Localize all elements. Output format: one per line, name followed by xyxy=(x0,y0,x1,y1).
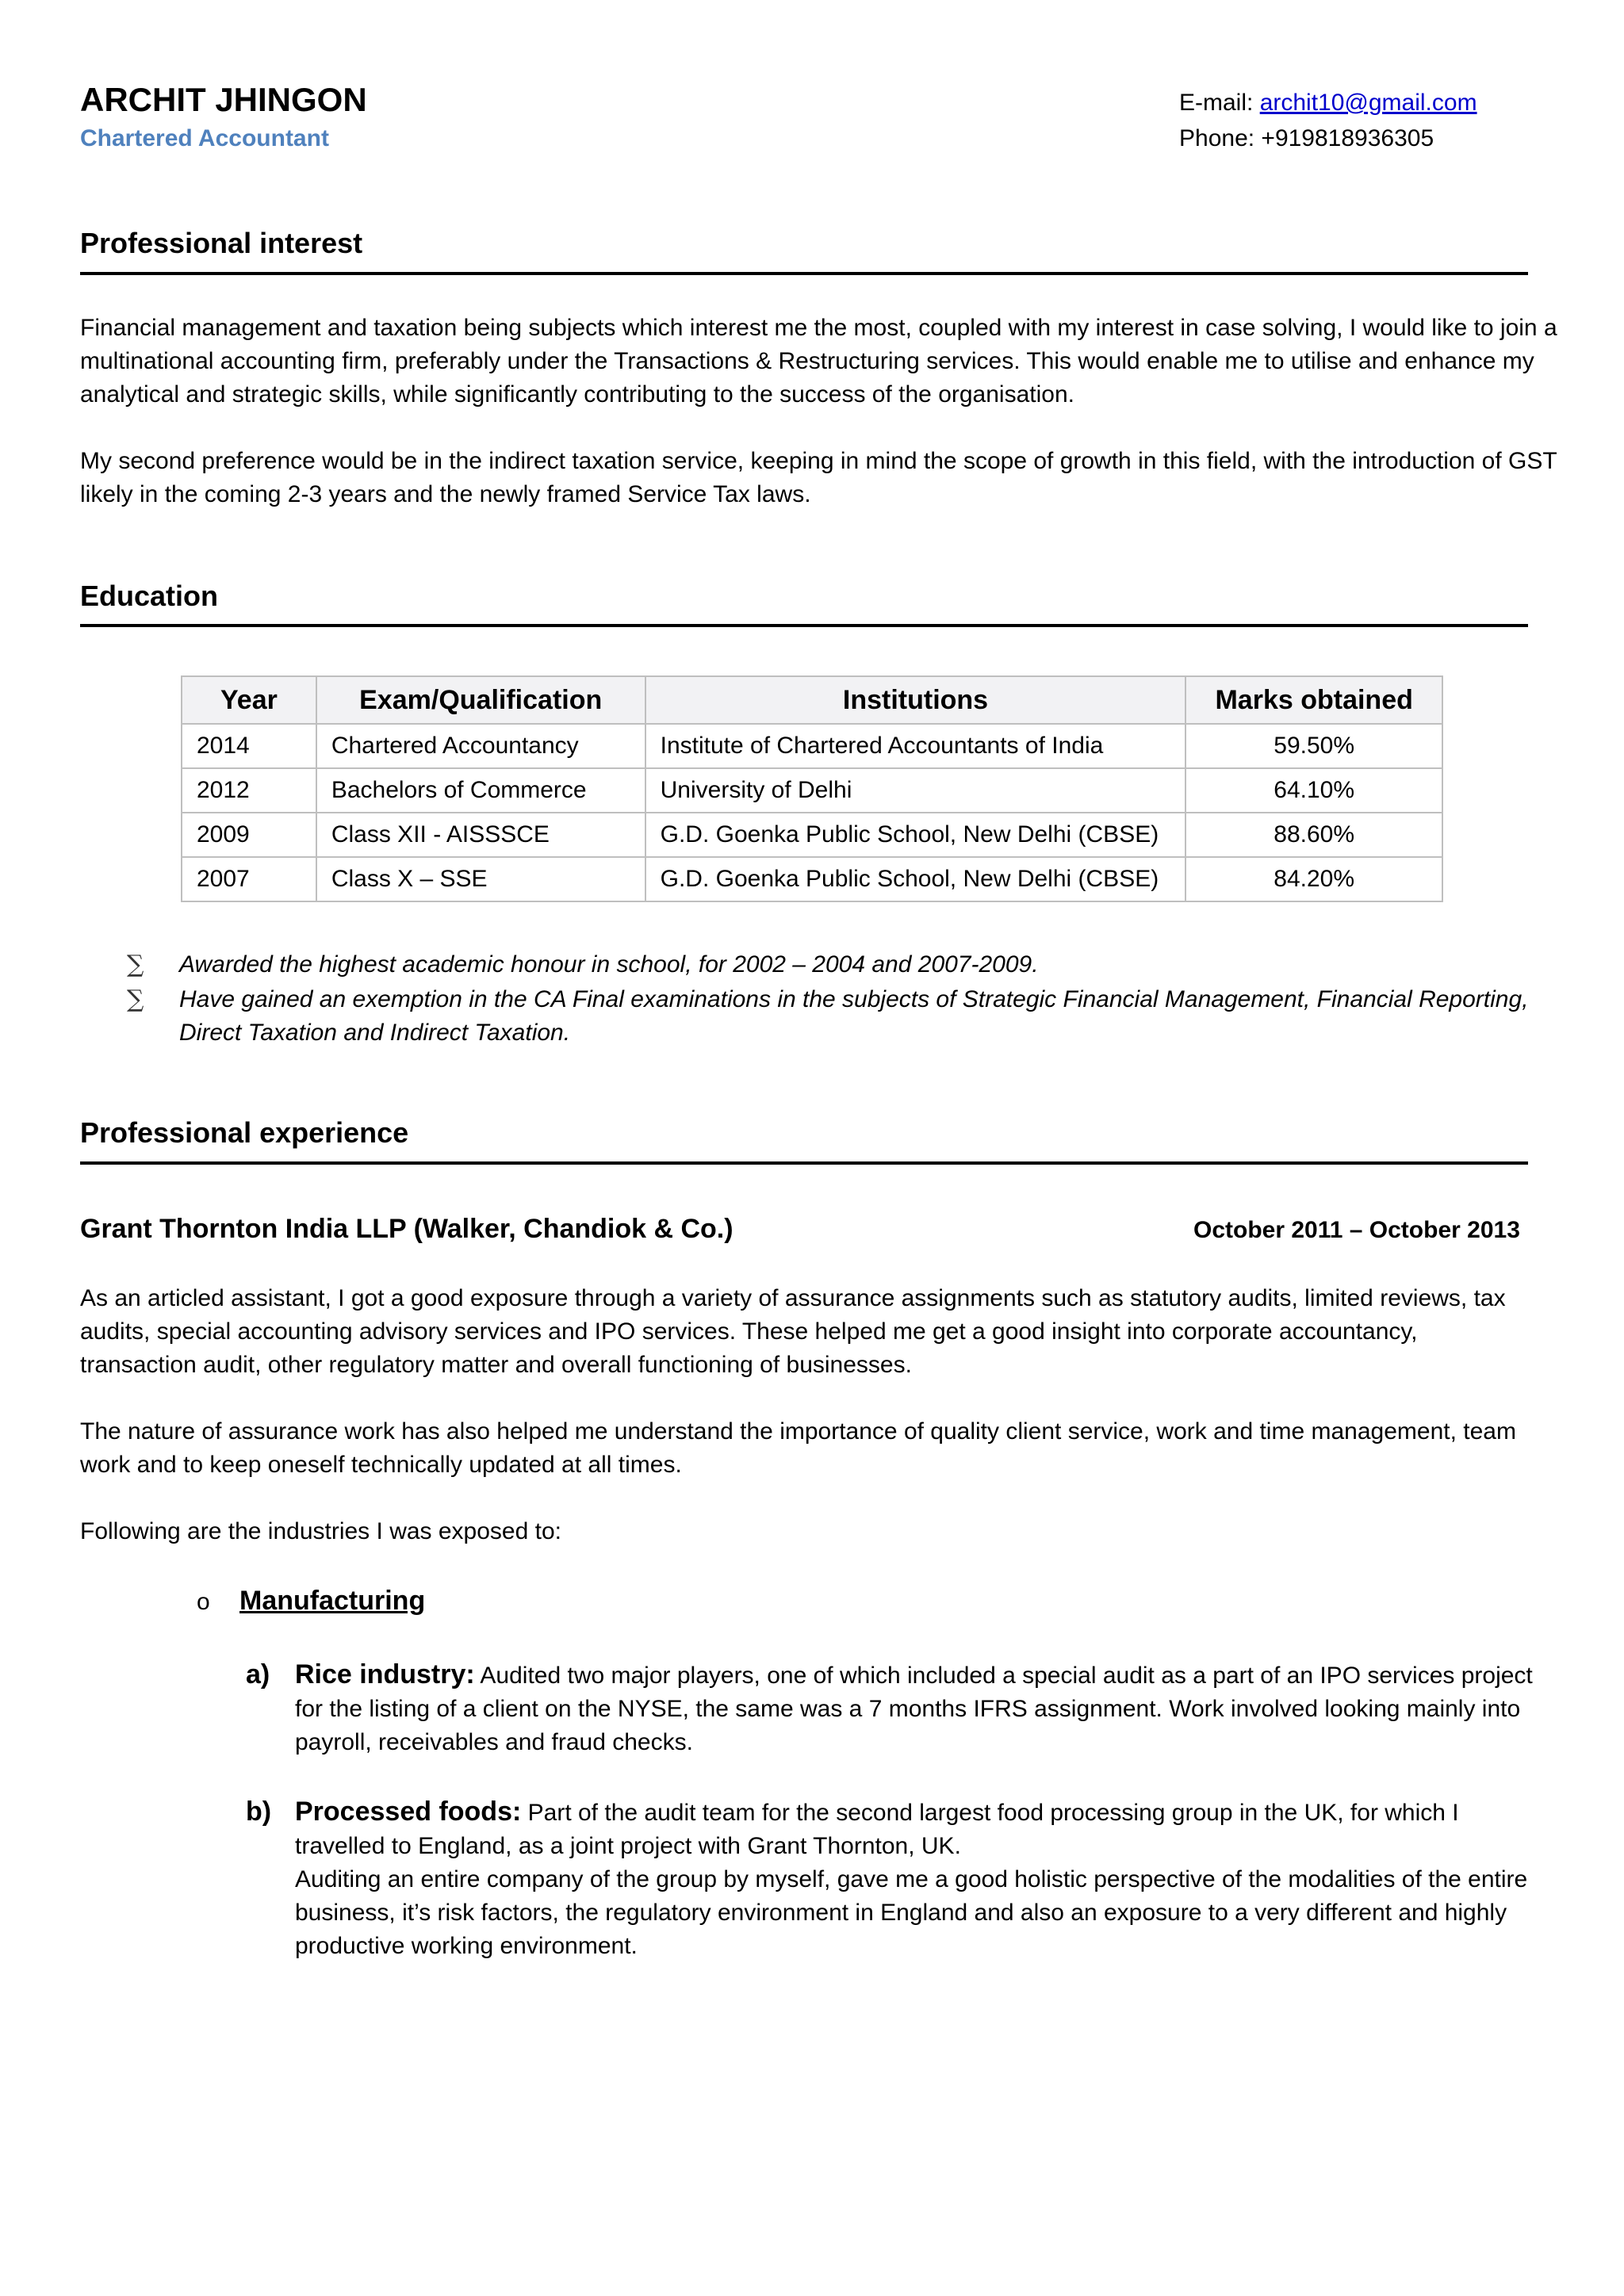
item-heading: Rice industry: xyxy=(295,1659,475,1689)
cell-institution: G.D. Goenka Public School, New Delhi (CBSE) xyxy=(645,813,1186,857)
column-header-institution: Institutions xyxy=(645,676,1186,724)
cell-year: 2012 xyxy=(182,768,316,813)
email-link[interactable]: archit10@gmail.com xyxy=(1259,90,1477,116)
section-divider xyxy=(80,1161,1528,1165)
cell-year: 2007 xyxy=(182,857,316,901)
cell-marks: 59.50% xyxy=(1185,724,1442,768)
cell-qualification: Class X – SSE xyxy=(316,857,645,901)
section-title-education: Education xyxy=(80,580,219,612)
list-item xyxy=(127,983,1538,1050)
industry-label: Manufacturing xyxy=(239,1586,426,1616)
cell-qualification: Chartered Accountancy xyxy=(316,724,645,768)
cell-year: 2009 xyxy=(182,813,316,857)
cell-qualification: Bachelors of Commerce xyxy=(316,768,645,813)
table-row xyxy=(182,724,1442,768)
candidate-name: ARCHIT JHINGON xyxy=(80,81,367,118)
table-header-row xyxy=(182,676,1442,724)
table-row xyxy=(182,857,1442,901)
column-header-qualification: Exam/Qualification xyxy=(316,676,645,724)
achievement-text: Have gained an exemption in the CA Final examinations in the subjects of Strategic Financial Management, Financial Reporting, Direct Taxation and Indirect Taxation. xyxy=(179,986,1529,1046)
cell-institution: University of Delhi xyxy=(645,768,1186,813)
cell-marks: 88.60% xyxy=(1185,813,1442,857)
circle-bullet-icon: o xyxy=(197,1589,210,1615)
phone-line: Phone: +919818936305 xyxy=(1179,125,1434,151)
email-line xyxy=(1179,90,1477,117)
cell-institution: Institute of Chartered Accountants of India xyxy=(645,724,1186,768)
cell-marks: 84.20% xyxy=(1185,857,1442,901)
item-letter: b) xyxy=(246,1797,272,1827)
achievement-text: Awarded the highest academic honour in school, for 2002 – 2004 and 2007-2009. xyxy=(179,951,1039,978)
sigma-bullet-icon: ∑ xyxy=(127,951,144,978)
list-item xyxy=(246,1658,1554,1759)
education-table xyxy=(181,675,1443,902)
education-achievements xyxy=(127,948,1538,1051)
item-text: Part of the audit team for the second largest food processing group in the UK, for which I travelled to England, as a joint project with Grant Thornton, UK. xyxy=(295,1800,1459,1859)
interest-paragraph-1: Financial management and taxation being subjects which interest me the most, coupled with my interest in case solving, I would like to join a multinational accounting firm, preferably under the Transactions & Restructuring services. This would enable me to utilise and enhance my analytical and strategic skills, while significantly contributing to the success of the organisation. xyxy=(80,315,1557,408)
section-divider xyxy=(80,624,1528,627)
company-name: Grant Thornton India LLP (Walker, Chandiok & Co.) xyxy=(80,1214,733,1244)
section-divider xyxy=(80,272,1528,275)
list-item xyxy=(246,1795,1554,1963)
table-row xyxy=(182,813,1442,857)
cell-marks: 64.10% xyxy=(1185,768,1442,813)
item-text-continued: Auditing an entire company of the group by myself, gave me a good holistic perspective of the modalities of the entire business, it’s risk factors, the regulatory environment in England and also an exposure to a very different and highly productive working environment. xyxy=(295,1866,1528,1959)
column-header-marks: Marks obtained xyxy=(1185,676,1442,724)
experience-paragraph-1: As an articled assistant, I got a good exposure through a variety of assurance assignments such as statutory audits, limited reviews, tax audits, special accounting advisory services and IPO services. These helped me get a good insight into corporate accountancy, transaction audit, other regulatory matter and overall functioning of businesses. xyxy=(80,1285,1506,1378)
cell-year: 2014 xyxy=(182,724,316,768)
experience-paragraph-2: The nature of assurance work has also helped me understand the importance of quality client service, work and time management, team work and to keep oneself technically updated at all times. xyxy=(80,1418,1516,1478)
cell-qualification: Class XII - AISSSCE xyxy=(316,813,645,857)
section-title-experience: Professional experience xyxy=(80,1116,409,1149)
list-item xyxy=(127,948,1538,982)
column-header-year: Year xyxy=(182,676,316,724)
sigma-bullet-icon: ∑ xyxy=(127,985,144,1013)
industry-heading xyxy=(197,1586,425,1617)
section-title-interest: Professional interest xyxy=(80,227,363,259)
item-letter: a) xyxy=(246,1659,270,1689)
candidate-role: Chartered Accountant xyxy=(80,125,329,151)
item-heading: Processed foods: xyxy=(295,1797,522,1827)
email-label: E-mail: xyxy=(1179,90,1254,116)
experience-paragraph-3: Following are the industries I was exposed to: xyxy=(80,1518,561,1544)
table-row xyxy=(182,768,1442,813)
item-text: Audited two major players, one of which included a special audit as a part of an IPO services project for the listing of a client on the NYSE, the same was a 7 months IFRS assignment. Work involved looking mainly into payroll, receivables and fraud checks. xyxy=(295,1663,1533,1755)
interest-paragraph-2: My second preference would be in the indirect taxation service, keeping in mind the scope of growth in this field, with the introduction of GST likely in the coming 2-3 years and the newly framed Service Tax laws. xyxy=(80,448,1557,507)
cell-institution: G.D. Goenka Public School, New Delhi (CBSE) xyxy=(645,857,1186,901)
employment-dates: October 2011 – October 2013 xyxy=(1193,1217,1520,1243)
